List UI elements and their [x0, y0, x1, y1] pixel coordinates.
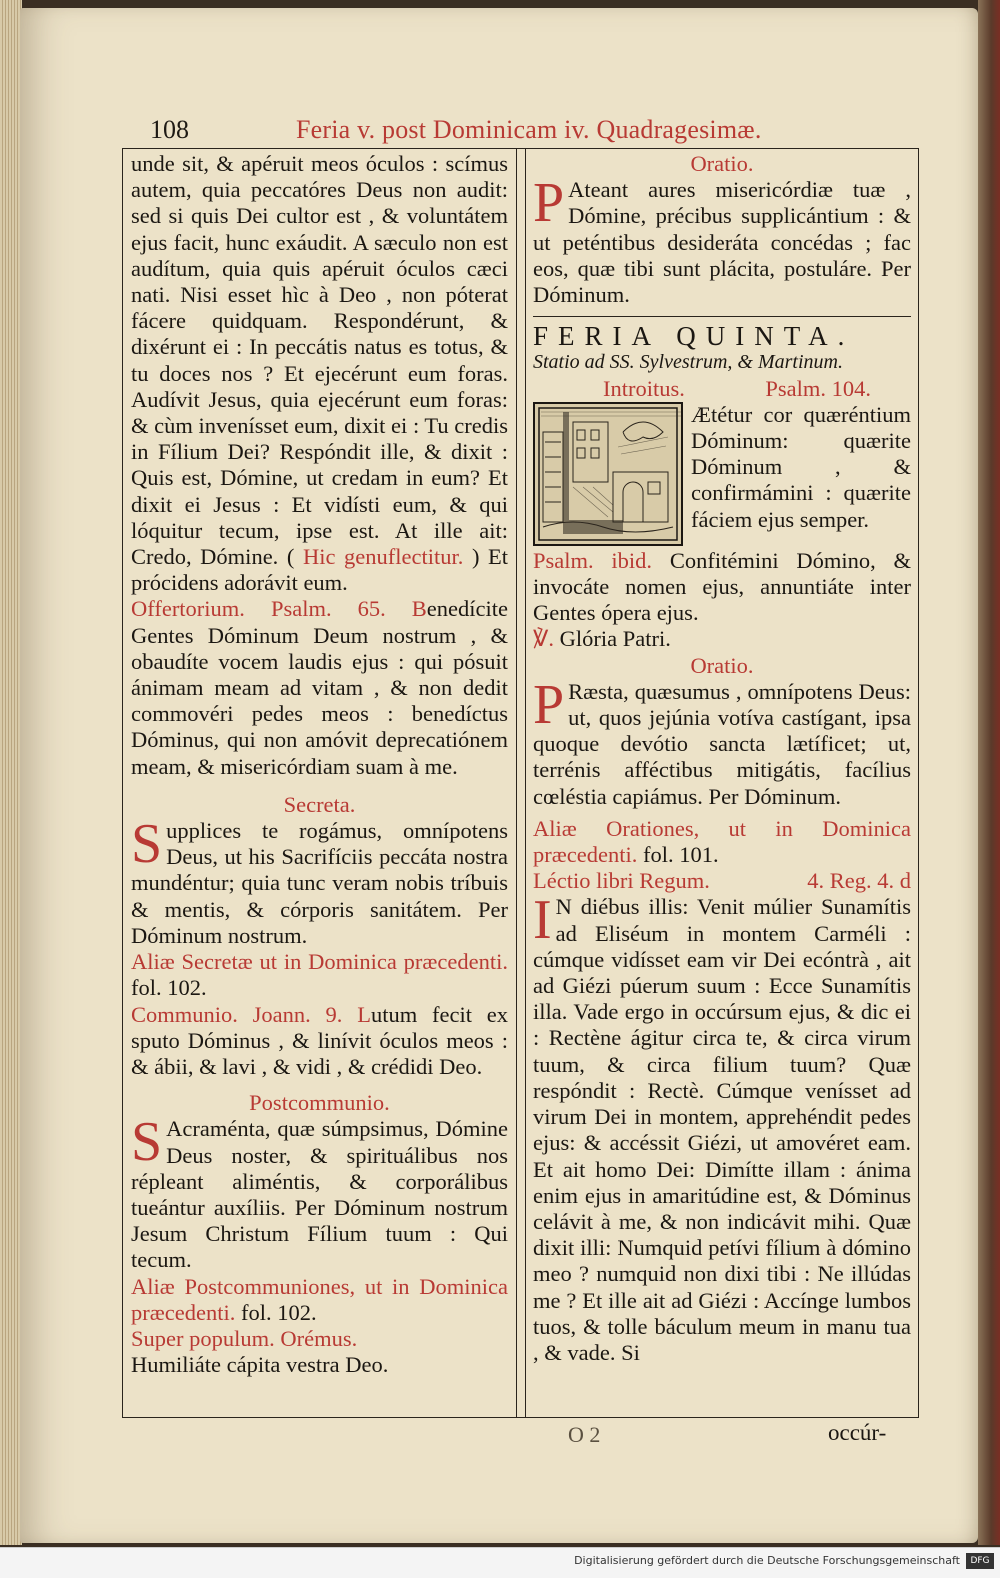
humiliate-text: Humiliáte cápita vestra Deo. [131, 1352, 389, 1378]
super-populum-label: Super populum. [131, 1325, 275, 1351]
introitus-psalm: Psalm. 104. [765, 375, 871, 401]
oratio-2-dropcap: P [533, 673, 565, 736]
offertory-label: Offertorium. Psalm. 65. [131, 596, 386, 622]
aliae-secretae-text: Aliæ Secretæ ut in Dominica præcedenti. [131, 949, 508, 975]
feria-title: FERIA QUINTA. [533, 321, 855, 352]
super-populum [131, 1326, 508, 1352]
aliae-post-ref: fol. 102. [240, 1299, 317, 1325]
lectio [533, 889, 911, 1366]
lectio-text: N diébus illis: Venit múlier Sunamítis ad Eliséum in montem Carméli : cúmque vidísset eam vir Dei ecóntrà , ait ad Giézi púerum suum : Ecce Sunamítis illa. Vade ergo in occúrsum ejus, & dic ei : Rectène ágitur circa te, & circa virum tuum, & circa filium tuum? Quæ respóndit : Rectè. Cúmque venísset ad virum Dei in montem, apprehéndit pedes ejus: & accéssit Giézi, ut amovéret eam. Et ait homo Dei: Dimítte illam : ánima enim ejus in amaritúdine est, & Dóminus celávit à me, & non indicávit mihi. Quæ dixit illi: Numquid petívi fílium à dómino meo ? numquid non dixi tibi : Ne illúdas me ? Et ille ait ad Giézi : Accínge lumbos tuos, & tolle báculum meum in manu tua , & vade. Si [533, 894, 911, 1365]
introitus-text: Ætétur cor quæréntium Dóminum: quærite Dóminum , & confirmámini : quærite fáciem ejus semper. [691, 401, 911, 532]
postcommunio-dropcap: S [131, 1111, 163, 1174]
footer-text: Digitalisierung gefördert durch die Deutsche Forschungsgemeinschaft [574, 1554, 960, 1567]
secreta-dropcap: S [131, 813, 163, 876]
postcommunio-heading: Postcommunio. [249, 1090, 390, 1116]
oremus-label: Orémus. [280, 1325, 358, 1351]
communio-text: utum fecit ex sputo Dóminus , & linívit óculos meos : & ábii, & lavi , & vidi , & crédidi Deo. [131, 1001, 508, 1079]
lectio-headline [533, 868, 911, 894]
gloria-line [533, 626, 911, 652]
communio-label: Communio. Joann. 9. [131, 1001, 343, 1027]
aliae-secretae-ref: fol. 102. [131, 975, 207, 1001]
aliae-post-text: Aliæ Postcommuniones, ut in Dominica præcedenti. [131, 1273, 508, 1325]
gospel-text-end: ) Et prócidens adorávit eum. [131, 544, 509, 596]
secreta [131, 813, 508, 949]
rubric-genuflect: Hic genuflectitur. [302, 544, 464, 570]
oratio-1-text: Ateant aures misericórdiæ tuæ , Dómine, précibus supplicántium : & ut peténtibus desideráta concédas ; fac eos, quæ tibi sunt plácita, postuláre. Per Dóminum. [533, 177, 911, 308]
oratio-2-text: Ræsta, quæsumus , omnípotens Deus: ut, quos jejúnia votíva castígant, ipsa quoque devótio sancta lætíficet; ut, terrénis afféctibus mitigátis, facílius cœléstia capiámus. Per Dóminum. [533, 678, 911, 809]
gospel-text: unde sit, & apéruit meos óculos : scímus autem, quia peccatóres Deus non audit: sed si quis Dei cultor est , & voluntátem ejus facit, hunc exáudit. A sæculo non est audítum, quia quis apéruit óculos cæci nati. Nisi esset hìc à Deo , non póterat fácere quidquam. Respondérunt, & dixérunt ei : In peccátis natus es totus, & tu doces nos ? Et ejecérunt eum foras. Audívit Jesus, quia ejecérunt eum foras: & cùm invenísset eum, dixit ei : Tu credis in Fílium Dei? Respóndit ille, & dixit : Quis est, Dómine, ut credam in eum? Et dixit ei Jesus : Et vidísti eum, & qui lóquitur tecum, ipse est. At ille ait: Credo, Dómine. ( [131, 151, 508, 570]
right-column [533, 151, 911, 1366]
aliae-orationes-ref: fol. 101. [642, 842, 719, 868]
communion [131, 1002, 508, 1081]
versicle-icon: ℣. [533, 626, 555, 652]
page-edges [0, 0, 22, 1545]
offertory-initial: B [411, 596, 427, 622]
introitus-headline [533, 376, 911, 402]
secreta-heading: Secreta. [283, 791, 356, 817]
lectio-label: Léctio libri Regum. [533, 868, 710, 894]
secreta-text: upplices te rogámus, omnípotens Deus, ut his Sacrifíciis peccáta nostra mundéntur; quia tunc veram nobis tríbuis & mentis, & córporis sanitátem. Per Dóminum nostrum. [131, 818, 508, 948]
gospel-continuation [131, 151, 508, 596]
postcommunio-text: Acraménta, quæ súmpsimus, Dómine Deus noster, & spirituálibus nos répleant aliméntis, & corporálibus tueántur auxíliis. Per Dóminum nostrum Jesum Christum Fílium tuum : Qui tecum. [131, 1116, 508, 1273]
introitus-label: Introitus. [603, 375, 685, 401]
aliae-orationes [533, 816, 911, 868]
oratio-1-dropcap: P [533, 172, 565, 235]
psalm-ibid-label: Psalm. ibid. [533, 547, 653, 573]
statio-line: Statio ad SS. Sylvestrum, & Martinum. [533, 351, 843, 374]
footer-bar [0, 1547, 1000, 1578]
signature-mark: O 2 [568, 1422, 601, 1447]
aliae-orationes-text: Aliæ Orationes, ut in Dominica præcedenti. [533, 815, 911, 868]
oratio-2 [533, 673, 911, 810]
gloria-text: Glória Patri. [559, 626, 671, 652]
oratio-1 [533, 172, 911, 308]
oratio-heading-1: Oratio. [690, 151, 754, 176]
psalm-ibid [533, 548, 911, 627]
oratio-heading-2: Oratio. [690, 652, 754, 678]
page-header [150, 112, 910, 148]
communio-initial: L [357, 1001, 371, 1027]
book-cover-edge [978, 0, 1000, 1545]
text-frame [122, 148, 919, 1418]
aliae-postcommuniones [131, 1274, 508, 1326]
section-rule [533, 316, 911, 317]
introitus-block [533, 402, 911, 548]
postcommunio [131, 1111, 508, 1273]
offertory-text: enedícite Gentes Dóminum Deum nostrum , & obaudíte vocem laudis ejus : qui pósuit ánimam meam ad vitam , & non dedit commovéri pedes meos : benedíctus Dóminus, qui non amóvit deprecatiónem meam, & misericórdiam suam à me. [131, 596, 508, 779]
left-column [131, 151, 508, 1378]
dfg-logo: DFG [966, 1553, 994, 1569]
lectio-dropcap: I [533, 889, 552, 952]
psalm-ibid-text: Confitémini Dómino, & invocáte nomen ejus, annuntiáte inter Gentes ópera ejus. [533, 547, 912, 626]
page-number: 108 [150, 115, 189, 144]
aliae-secretae [131, 949, 508, 1001]
lectio-ref: 4. Reg. 4. d [807, 868, 911, 894]
running-head: Feria v. post Dominicam iv. Quadragesimæ. [296, 115, 762, 144]
catchword: occúr- [828, 1420, 887, 1445]
woodcut-initial-l-illustration [533, 402, 683, 546]
column-divider [516, 149, 526, 1417]
offertory [131, 596, 508, 779]
